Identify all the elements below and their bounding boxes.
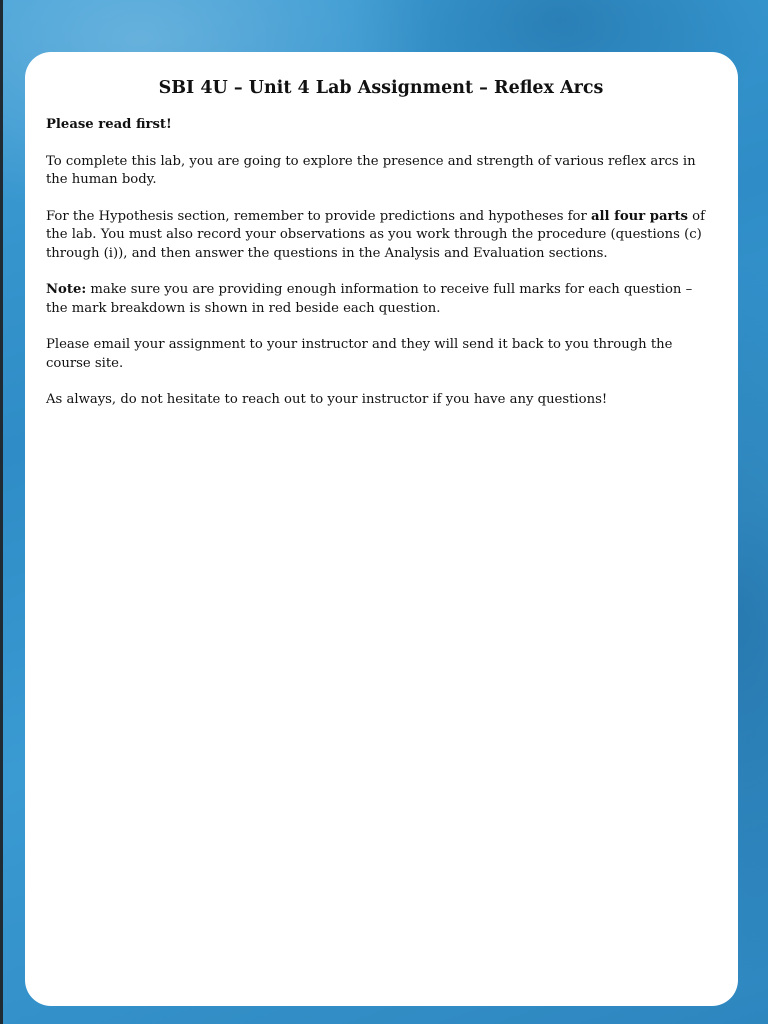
- note-label: Note:: [46, 282, 87, 297]
- note-paragraph: [46, 281, 716, 318]
- page-title: SBI 4U – Unit 4 Lab Assignment – Reflex Arcs: [158, 78, 604, 98]
- hypothesis-emphasis: all four parts: [590, 208, 688, 224]
- document-page: [25, 52, 738, 1006]
- intro-paragraph: To complete this lab, you are going to explore the presence and strength of various reflex arcs in the human body.: [46, 153, 696, 187]
- hypothesis-text-start: For the Hypothesis section, remember to provide predictions and hypotheses for: [46, 208, 591, 224]
- email-paragraph: Please email your assignment to your instructor and they will send it back to you through the course site.: [46, 337, 673, 371]
- left-edge-border: [0, 0, 3, 1024]
- note-text: make sure you are providing enough information to receive full marks for each question – the mark breakdown is shown in red beside each question.: [46, 282, 693, 316]
- read-first-heading: Please read first!: [46, 117, 172, 132]
- closing-paragraph: As always, do not hesitate to reach out to your instructor if you have any questions!: [46, 392, 608, 407]
- hypothesis-text-end: of the lab. You must also record your observations as you work through the procedure (questions (c) through (i)), and then answer the questions in the Analysis and Evaluation sections.: [46, 208, 705, 261]
- hypothesis-paragraph: [46, 208, 716, 264]
